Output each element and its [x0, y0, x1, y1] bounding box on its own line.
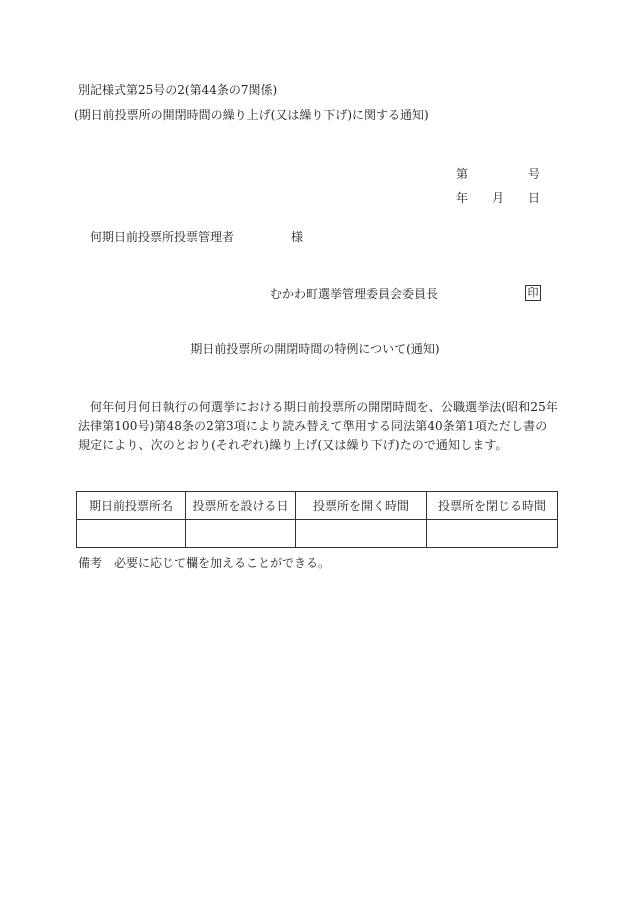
date-year-label: 年 — [456, 191, 469, 205]
cell-open-time — [296, 520, 427, 548]
body-paragraph: 何年何月何日執行の何選挙における期日前投票所の開閉時間を、公職選挙法(昭和25年法律第100号)第48条の2第3項により読み替えて準用する同法第40条第1項ただし書の規定により、次のとおり(それぞれ)繰り上げ(又は繰り下げ)たので通知します。 — [78, 400, 558, 452]
addressee-name: 何期日前投票所投票管理者 — [90, 230, 235, 244]
date-day-label: 日 — [528, 191, 541, 205]
document-title: 期日前投票所の開閉時間の特例について(通知) — [190, 342, 440, 356]
table-header-row — [77, 492, 558, 520]
remark-note: 備考 必要に応じて欄を加えることができる。 — [78, 556, 331, 570]
form-number: 別記様式第25号の2(第44条の7関係) — [78, 83, 278, 97]
cell-setup-day — [186, 520, 296, 548]
cell-station-name — [77, 520, 186, 548]
sender-name: むかわ町選挙管理委員会委員長 — [270, 287, 439, 301]
cell-close-time — [427, 520, 558, 548]
addressee-honorific: 様 — [291, 230, 304, 244]
header-open-time: 投票所を開く時間 — [296, 492, 427, 520]
header-close-time: 投票所を閉じる時間 — [427, 492, 558, 520]
table-row — [77, 520, 558, 548]
form-subtitle: (期日前投票所の開閉時間の繰り上げ(又は繰り下げ)に関する通知) — [74, 108, 429, 122]
header-setup-day: 投票所を設ける日 — [186, 492, 296, 520]
hours-table — [76, 491, 558, 548]
seal-mark: 印 — [525, 285, 541, 301]
date-month-label: 月 — [492, 191, 505, 205]
header-station-name: 期日前投票所名 — [77, 492, 186, 520]
doc-number-suffix: 号 — [528, 167, 541, 181]
doc-number-prefix: 第 — [456, 167, 469, 181]
